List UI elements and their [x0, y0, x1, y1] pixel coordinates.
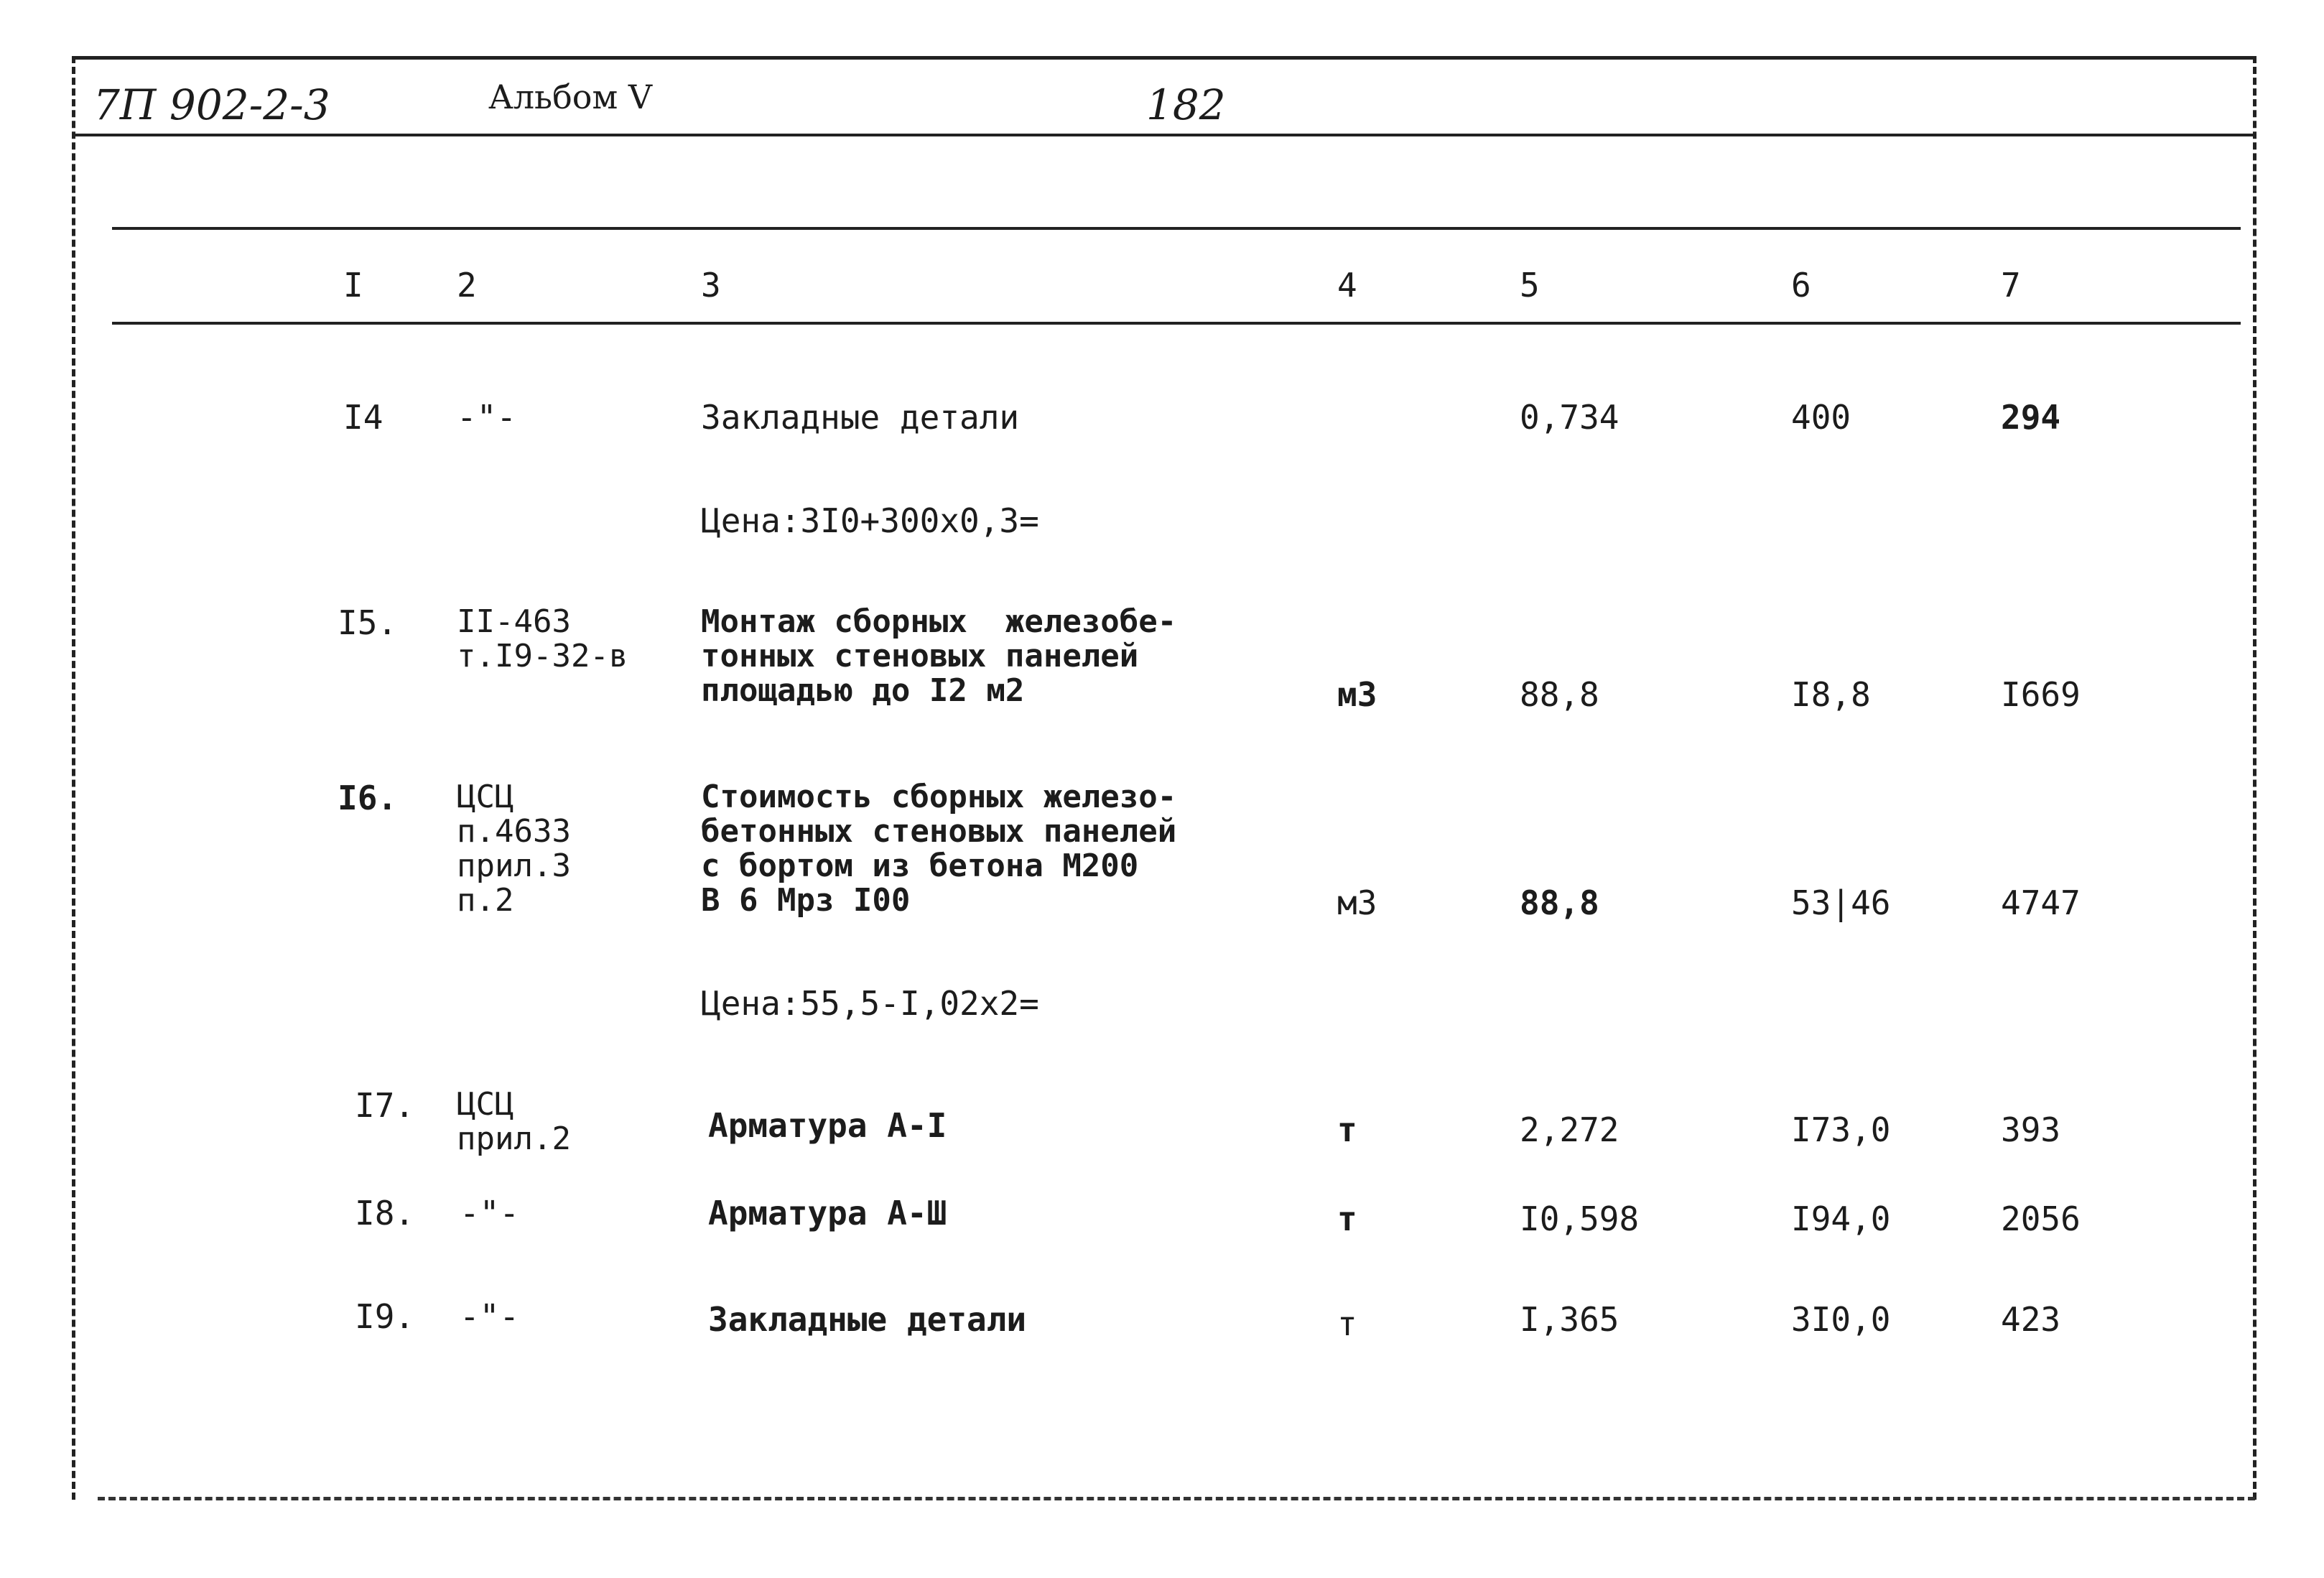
row-unit-price: I8,8 [1791, 675, 1871, 714]
column-header-1: I [343, 266, 363, 305]
row-total: 423 [2001, 1300, 2061, 1339]
row-reference: ЦСЦ прил.2 [457, 1086, 571, 1157]
row-unit-price: I94,0 [1791, 1199, 1891, 1238]
frame-left-border [72, 56, 75, 1500]
row-description: Закладные детали [708, 1300, 1027, 1339]
row-number: I9. [355, 1297, 415, 1336]
document-code: 7П 902-2-3 [93, 80, 330, 129]
frame-top-border [72, 56, 2255, 60]
row-unit-price: I73,0 [1791, 1110, 1891, 1149]
row-reference: ЦСЦ п.4633 прил.3 п.2 [457, 779, 571, 919]
row-unit: м3 [1337, 675, 1377, 714]
row-reference: -"- [460, 1297, 520, 1336]
row-unit-price: 53|46 [1791, 883, 1891, 922]
row-description: Закладные детали [701, 398, 1020, 437]
row-total: 393 [2001, 1110, 2061, 1149]
column-header-5: 5 [1520, 266, 1540, 305]
row-total: 4747 [2001, 883, 2081, 922]
row-description: Монтаж сборных железобе- тонных стеновых панелей площадью до I2 м2 [701, 603, 1177, 709]
column-header-6: 6 [1791, 266, 1811, 305]
row-quantity: 88,8 [1520, 883, 1599, 922]
column-header-2: 2 [457, 266, 477, 305]
page-number: 182 [1146, 80, 1226, 129]
frame-right-border [2253, 56, 2256, 1500]
price-note: Цена:3I0+300х0,3= [701, 501, 1039, 540]
row-total: 2056 [2001, 1199, 2081, 1238]
row-number: I7. [355, 1086, 415, 1125]
row-reference: II-463 т.I9-32-в [457, 603, 628, 674]
row-unit: т [1337, 1199, 1357, 1238]
row-unit: т [1337, 1304, 1357, 1343]
album-label: Альбом V [488, 78, 653, 116]
row-number: I8. [355, 1194, 415, 1233]
row-total: I669 [2001, 675, 2081, 714]
row-description: Стоимость сборных железо- бетонных стеновых панелей с бортом из бетона М200 В 6 Мрз I00 [701, 779, 1177, 919]
row-unit-price: 400 [1791, 398, 1851, 437]
row-unit: т [1337, 1110, 1357, 1149]
price-note: Цена:55,5-I,02х2= [701, 984, 1039, 1023]
row-description: Арматура А-I [708, 1106, 947, 1145]
table-top-rule [112, 227, 2241, 230]
row-unit-price: 3I0,0 [1791, 1300, 1891, 1339]
column-header-7: 7 [2001, 266, 2021, 305]
row-quantity: I,365 [1520, 1300, 1619, 1339]
column-header-4: 4 [1337, 266, 1357, 305]
row-number: I4 [343, 398, 384, 437]
column-header-rule [112, 322, 2241, 325]
row-quantity: 0,734 [1520, 398, 1619, 437]
frame-bottom-border [98, 1497, 2255, 1500]
row-unit: м3 [1337, 883, 1377, 922]
header-rule [72, 134, 2255, 136]
row-number: I6. [338, 779, 398, 817]
row-description: Арматура А-Ш [708, 1194, 947, 1233]
row-quantity: 88,8 [1520, 675, 1599, 714]
row-number: I5. [338, 603, 398, 642]
column-header-3: 3 [701, 266, 721, 305]
row-total: 294 [2001, 398, 2061, 437]
row-quantity: 2,272 [1520, 1110, 1619, 1149]
row-reference: -"- [460, 1194, 520, 1233]
row-reference: -"- [457, 398, 517, 437]
row-quantity: I0,598 [1520, 1199, 1640, 1238]
